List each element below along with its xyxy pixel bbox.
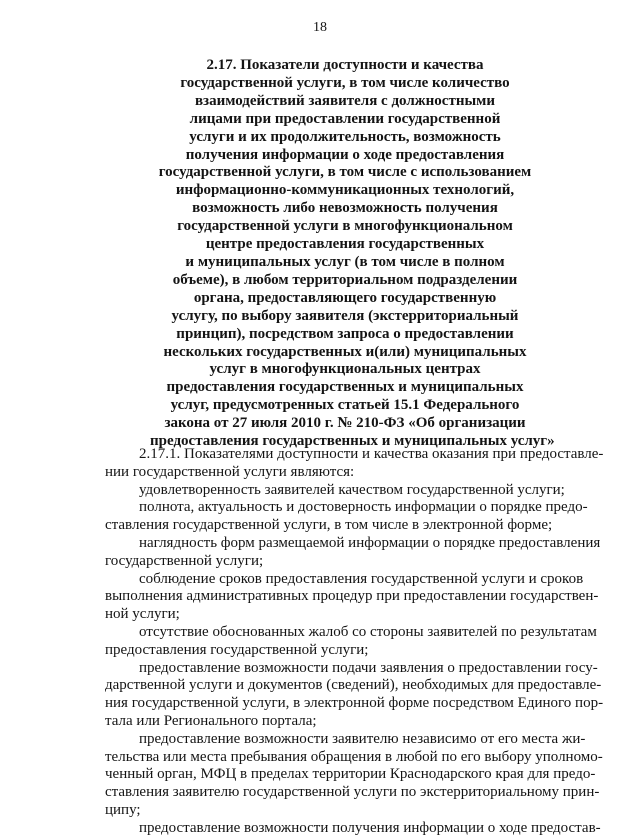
section-body bbox=[105, 446, 605, 838]
paragraph-line: отсутствие обоснованных жалоб со стороны заявителей по результатам bbox=[139, 623, 597, 640]
paragraph-line: ной услуги; bbox=[105, 606, 180, 623]
heading-line: и муниципальных услуг (в том числе в полном bbox=[185, 253, 505, 270]
paragraph-line: тельства или места пребывания обращения в любой по его выбору уполномо- bbox=[105, 748, 603, 765]
paragraph-line: ставления государственной услуги, в том числе в электронной форме; bbox=[105, 517, 553, 534]
heading-line: получения информации о ходе предоставления bbox=[185, 146, 505, 163]
paragraph-line: нии государственной услуги являются: bbox=[105, 463, 355, 480]
heading-line: государственной услуги в многофункциональном bbox=[177, 218, 513, 235]
paragraph-line: соблюдение сроков предоставления государственной услуги и сроков bbox=[139, 570, 584, 587]
paragraph-line: предоставление возможности подачи заявления о предоставлении госу- bbox=[139, 659, 598, 676]
heading-line: 2.17. Показатели доступности и качества bbox=[206, 57, 484, 73]
heading-line: взаимодействий заявителя с должностными bbox=[194, 92, 496, 109]
paragraph-line: ставления заявителю государственной услуги по экстерриториальному прин- bbox=[105, 784, 600, 801]
paragraph-line: полнота, актуальность и достоверность информации о порядке предо- bbox=[139, 499, 588, 516]
paragraph-line: наглядность форм размещаемой информации о порядке предоставления bbox=[139, 534, 601, 551]
heading-line: предоставления государственных и муниципальных bbox=[166, 379, 524, 396]
heading-line: лицами при предоставлении государственной bbox=[189, 110, 501, 127]
page-number: 18 bbox=[313, 20, 327, 35]
paragraph-line: дарственной услуги и документов (сведений), необходимых для предоставле- bbox=[105, 677, 602, 694]
heading-line: принцип), посредством запроса о предоставлении bbox=[176, 325, 514, 342]
heading-line: услуг, предусмотренных статьей 15.1 Федерального bbox=[170, 397, 520, 414]
heading-line: информационно-коммуникационных технологий, bbox=[175, 182, 515, 199]
heading-line: услугу, по выбору заявителя (экстерриториальный bbox=[171, 307, 519, 324]
heading-line: объеме), в любом территориальном подразделении bbox=[172, 271, 518, 288]
paragraph-line: ципу; bbox=[105, 801, 141, 818]
paragraph-line: тала или Регионального портала; bbox=[105, 712, 317, 729]
heading-line: предоставления государственных и муниципальных услуг» bbox=[150, 433, 555, 450]
paragraph-line: предоставление возможности заявителю независимо от его места жи- bbox=[139, 730, 586, 747]
paragraph-line: ченный орган, МФЦ в пределах территории Краснодарского края для предо- bbox=[105, 766, 596, 783]
paragraph-line: предоставление возможности получения информации о ходе предостав- bbox=[139, 819, 601, 836]
section-heading bbox=[150, 57, 555, 451]
heading-line: государственной услуги, в том числе количество bbox=[180, 74, 510, 91]
heading-line: органа, предоставляющего государственную bbox=[193, 289, 497, 306]
paragraph-line: предоставления государственной услуги; bbox=[105, 641, 369, 658]
heading-line: нескольких государственных и(или) муниципальных bbox=[163, 343, 527, 360]
paragraph-line: государственной услуги; bbox=[105, 552, 264, 569]
paragraph-line: ния государственной услуги, в электронной форме посредством Единого пор- bbox=[105, 695, 604, 712]
paragraph-line: 2.17.1. Показателями доступности и качества оказания при предоставле- bbox=[139, 446, 604, 462]
heading-line: центре предоставления государственных bbox=[205, 236, 485, 253]
heading-line: услуги и их продолжительность, возможность bbox=[189, 128, 501, 145]
heading-line: государственной услуги, в том числе с использованием bbox=[158, 164, 532, 181]
paragraph-line: выполнения административных процедур при предоставлении государствен- bbox=[105, 588, 599, 605]
heading-line: услуг в многофункциональных центрах bbox=[209, 361, 481, 378]
heading-line: возможность либо невозможность получения bbox=[192, 200, 498, 217]
paragraph-line: удовлетворенность заявителей качеством государственной услуги; bbox=[139, 481, 565, 498]
heading-line: закона от 27 июля 2010 г. № 210-ФЗ «Об организации bbox=[164, 415, 526, 432]
